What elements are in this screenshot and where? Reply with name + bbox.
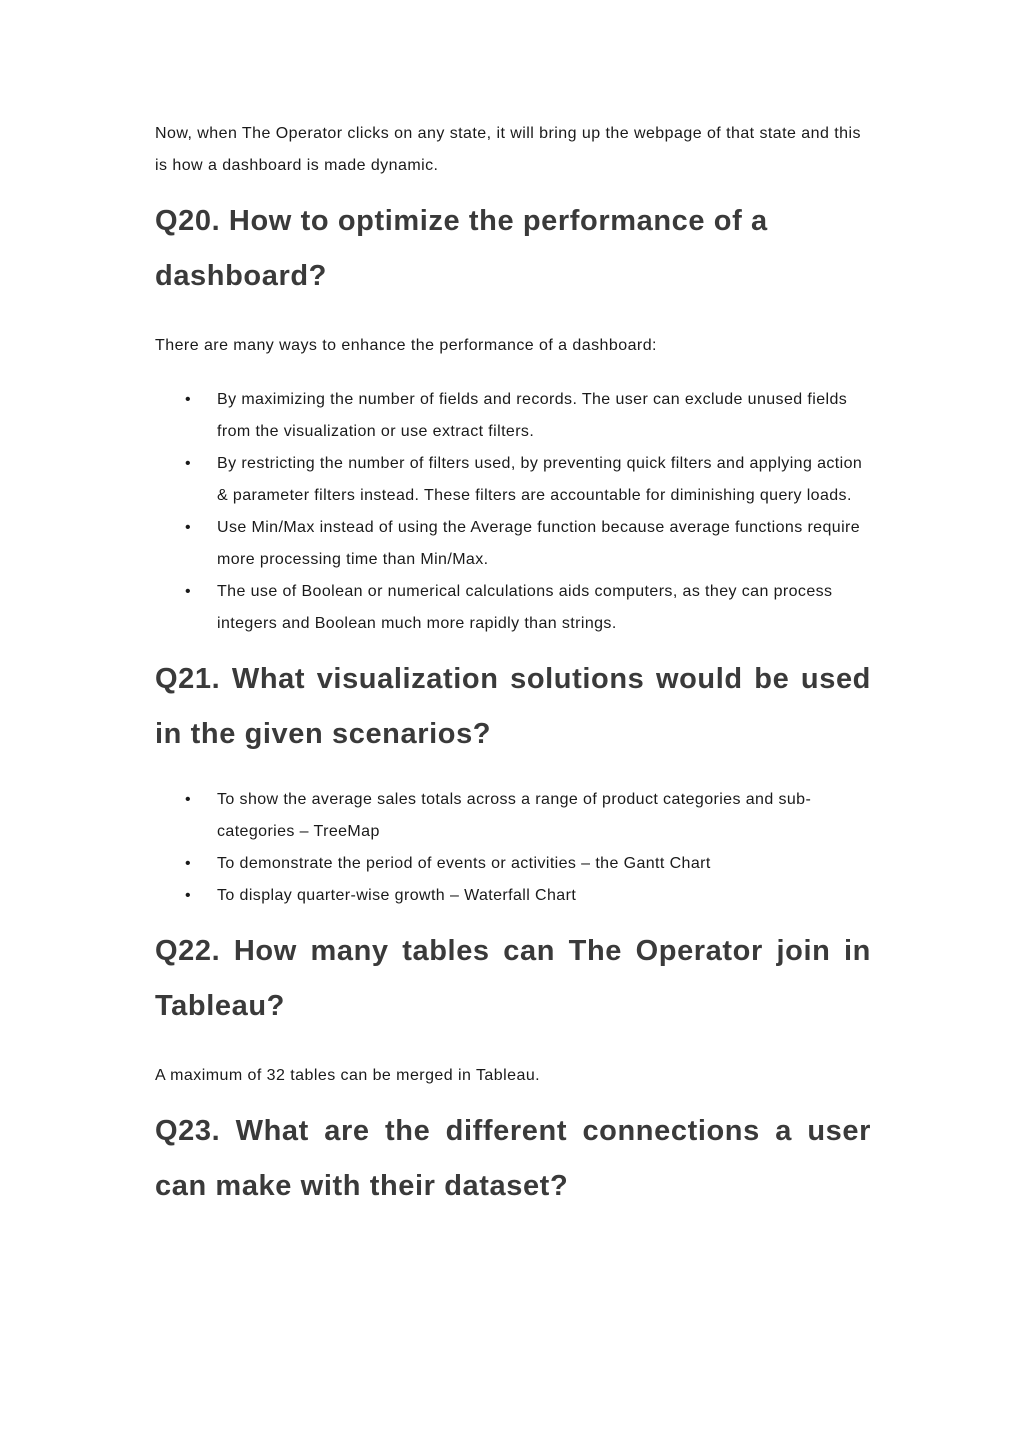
list-item-text: To show the average sales totals across a range of product categories and sub-categories – TreeMap [217,791,812,840]
document-page [155,118,871,1214]
q22-heading: Q22. How many tables can The Operator join in Tableau? [155,935,871,1022]
list-item [155,880,871,912]
q20-heading: Q20. How to optimize the performance of a dashboard? [155,205,768,292]
intro-paragraph: Now, when The Operator clicks on any state, it will bring up the webpage of that state and this is how a dashboard is made dynamic. [155,125,861,174]
q23-heading: Q23. What are the different connections a user can make with their dataset? [155,1115,871,1202]
bullet-icon: • [185,583,192,600]
list-item-text: The use of Boolean or numerical calculations aids computers, as they can process integers and Boolean much more rapidly than strings. [217,583,833,632]
list-item-text: By maximizing the number of fields and records. The user can exclude unused fields from the visualization or use extract filters. [217,391,848,440]
list-item [155,448,871,512]
bullet-icon: • [185,791,192,808]
list-item-text: By restricting the number of filters used, by preventing quick filters and applying action & parameter filters instead. These filters are accountable for diminishing query loads. [217,455,863,504]
list-item [155,848,871,880]
q21-bullet-list [155,784,871,912]
list-item [155,384,871,448]
list-item [155,784,871,848]
q20-bullet-list [155,384,871,640]
list-item-text: To display quarter-wise growth – Waterfall Chart [217,887,577,904]
bullet-icon: • [185,887,192,904]
q21-heading: Q21. What visualization solutions would be used in the given scenarios? [155,663,871,750]
q22-answer-paragraph: A maximum of 32 tables can be merged in Tableau. [155,1067,541,1084]
bullet-icon: • [185,455,192,472]
q20-lead-paragraph: There are many ways to enhance the performance of a dashboard: [155,337,657,354]
list-item-text: Use Min/Max instead of using the Average function because average functions require more processing time than Min/Max. [217,519,861,568]
list-item-text: To demonstrate the period of events or activities – the Gantt Chart [217,855,711,872]
bullet-icon: • [185,391,192,408]
list-item [155,576,871,640]
list-item [155,512,871,576]
bullet-icon: • [185,855,192,872]
bullet-icon: • [185,519,192,536]
